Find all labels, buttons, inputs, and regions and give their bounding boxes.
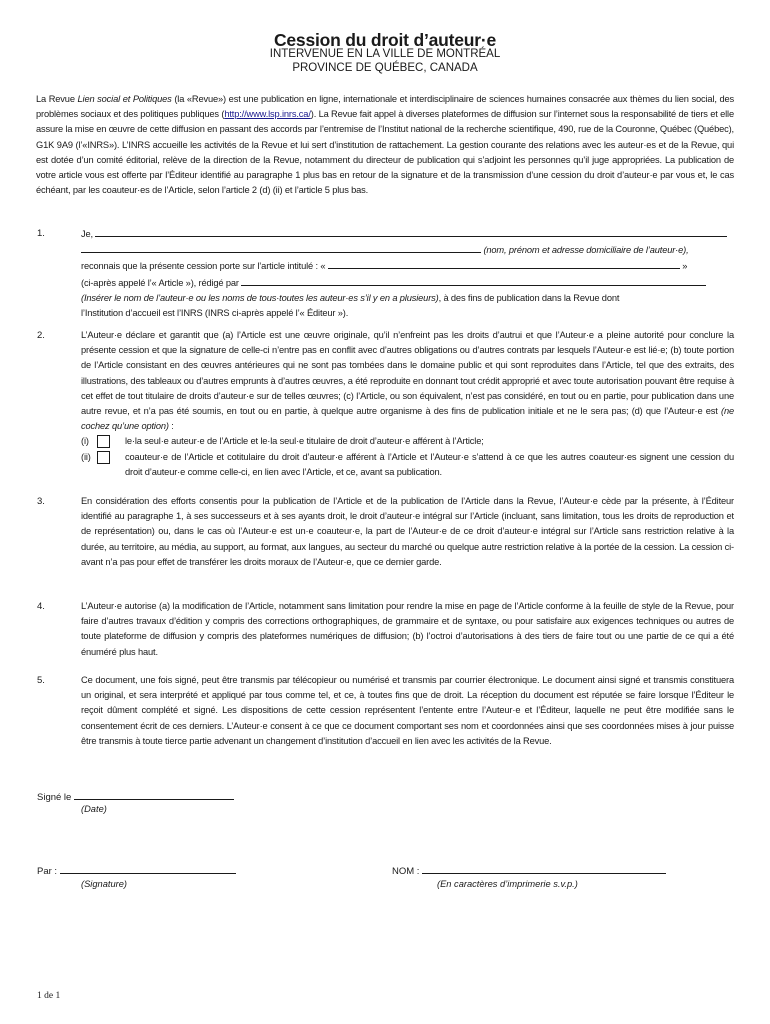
option-ii-label: (ii) [81,451,91,462]
section-5-number: 5. [37,675,45,686]
option-i-checkbox[interactable] [97,435,110,448]
written-by-label: (ci-après appelé l’« Article »), rédigé par [81,277,239,288]
section-4-number: 4. [37,601,45,612]
signed-on-row [37,790,234,803]
section-3: En considération des efforts consentis pour la publication de l’Article et de la publication de l’Article dans la Revue, l’Auteur·e cède par la présente, à l’Éditeur identifié au paragraphe 1, à ses successeurs et à ses ayants droit, le droit d’auteur·e intégral sur l’Article (incluant, sans limitation, tous les droits de reproduction et de représentation) ou, dans le cas où l’Auteur·e est un·e coauteur·e, la part de l’Auteur·e de ce droit d’auteur·e intégral sur l’Article sans restriction relative à la durée, au territoire, au média, au support, au format, aux langues, au secteur du marché ou quelque autre restriction relative à la portée de la cession. La cession ci-avant n’a pas pour effet de transférer les droits moraux de l’Auteur·e, que ce dernier garde. [81,496,734,567]
section-3-number: 3. [37,496,45,507]
option-ii [81,450,734,480]
section-4: L’Auteur·e autorise (a) la modification de l’Article, notamment sans limitation pour rendre la mise en page de l’Article conforme à la feuille de style de la Revue, pour faire d’autres travaux d’édition y compris des corrections orthographiques, de grammaire et de syntaxe, ou pour satisfaire aux exigences techniques ou autres de toute plateforme de diffusion y compris des plateformes numériques de diffusion; (b) l’octroi d’autorisations à des tiers de faire tout ou une partie de ce qui a été énuméré plus haut. [81,601,734,657]
par-label: Par : [37,866,58,877]
section-2-number: 2. [37,330,45,341]
option-ii-checkbox[interactable] [97,451,110,464]
journal-name: Lien social et Politiques [77,94,172,104]
section-1-rest: , à des fins de publication dans la Revue dont [438,292,620,303]
location-line-province: PROVINCE DE QUÉBEC, CANADA [292,62,478,74]
nom-label: NOM : [392,866,420,877]
author-name-field[interactable] [95,226,727,237]
date-caption: (Date) [81,804,107,814]
journal-link[interactable]: http://www.lsp.inrs.ca/ [224,109,311,120]
section-1 [81,226,734,321]
par-row [37,864,236,877]
option-ii-text: coauteur·e de l’Article et cotitulaire du droit d’auteur·e afférent à l’Article et l’Auteur·e s’attend à ce que les autres coauteur·es signent une cession du droit d’auteur·e comme celle-ci, en lien avec l’Article, et ce, avant sa publication. [125,451,734,477]
location-line-city: INTERVENUE EN LA VILLE DE MONTRÉAL [269,48,501,60]
option-hint: (ne cochez qu’une option) [81,406,734,432]
document-title: Cession du droit d’auteur·e [273,30,497,50]
section-1-end: l’Institution d’accueil est l’INRS (INRS ci-après appelé l’« Éditeur »). [81,308,349,319]
nom-row [392,864,666,877]
authors-field[interactable] [241,275,706,286]
closing-quote: » [682,261,688,272]
je-label: Je, [81,229,96,239]
article-title-field[interactable] [328,258,680,269]
author-address-field[interactable] [81,242,481,253]
intro-text-mid: (la «Revue») est une publication en ligne, internationale et interdisciplinaire de sciences humaines consacrée aux thèmes du lien social, des problèmes sociaux et des politiques publiques ( [36,94,734,120]
intro-text-start: La Revue [36,94,78,104]
intro-paragraph [36,92,734,198]
authors-hint: (Insérer le nom de l’auteur·e ou les noms de tous·toutes les auteur·es s’il y en a plusieurs) [81,292,439,303]
signed-on-label: Signé le [37,792,72,803]
intro-text-end: ). La Revue fait appel à diverses plateformes de diffusion sur l’internet sous la responsabilité de tiers et elle assure la mise en œuvre de cette diffusion en passant des accords par l’entremise de l’Institut national de la recherche scientifique, 490, rue de la Couronne, Québec (Québec), G1K 9A9 (l’«INRS»). L’INRS accueille les activités de la Revue et lui sert d’institution de rattachement. La gestion courante des relations avec les auteur·es et de la Revue, qui est dotée d’un comité éditorial, relève de la direction de la Revue, notamment du directeur de publication qui s’adjoint les personnes qu’il juge appropriées. La publication de votre article vous est offerte par l’Éditeur identifié au paragraphe 1 plus bas en retour de la signature et de la transmission d’une cession du droit d’auteur·e par vous et, le cas échéant, par les coauteur·es de l’Article, selon l’article 2 (d) (ii) et l’article 5 plus bas. [36,109,734,196]
name-hint: (nom, prénom et adresse domiciliaire de l’auteur·e), [483,245,689,256]
section-2 [81,328,734,480]
date-field[interactable] [74,790,234,800]
printed-name-field[interactable] [422,864,666,874]
option-i-label: (i) [81,436,89,447]
article-title-label: reconnais que la présente cession porte sur l’article intitulé : « [81,261,326,272]
option-i-text: le·la seul·e auteur·e de l’Article et le·la seul·e titulaire de droit d’auteur·e afférent à l’Article; [125,436,484,447]
section-2-text: L’Auteur·e déclare et garantit que (a) l’Article est une œuvre originale, qu’il n’enfreint pas les droits d’autrui et que l’Auteur·e a pleine autorité pour conclure la présente cession et que la signature de celle-ci n’entre pas en conflit avec d’autres obligations ou d’autres contrats par lesquels l’Auteur·e est lié·e; (b) toute portion de l’Article consistant en des œuvres antérieures qui ne sont pas tombées dans le domaine public et qui sont reproduites dans l’Article, tel que des extraits, des illustrations, des tableaux ou d’autres emprunts à d’autres œuvres, a été reproduite en donnant tout crédit approprié et avec toute autorisation pouvant être requise à cet effet de tout titulaire de droits d’auteur·e sur de telles œuvres; (c) l’Article, ou son équivalent, n’est pas considéré, en tout ou en partie, pour publication dans une autre revue, et n’a pas été soumis, en tout ou en partie, à quelque autre organisme à des fins de publication initiale et ne le sera pas; (d) que l’Auteur·e est [81,330,734,417]
signature-caption: (Signature) [81,879,127,889]
option-hint-colon: : [168,421,174,432]
section-1-number: 1. [37,228,45,239]
page-number: 1 de 1 [37,991,61,1001]
signature-field[interactable] [60,864,236,874]
option-i [81,434,734,449]
section-5: Ce document, une fois signé, peut être transmis par télécopieur ou numérisé et transmis par courrier électronique. Le document ainsi signé et transmis constituera un original, et sera interprété et appliqué par tous comme tel, et ce, à toutes fins que de droit. La réception du document est réputée se faire lorsque l’Éditeur le reçoit dûment complété et signé. Les dispositions de cette cession représentent l’entente entre l’Auteur·e et l’Éditeur, laquelle ne peut être modifiée sans le consentement écrit de ces derniers. L’Auteur·e consent à ce que ce document comportant ses nom et coordonnées ainsi que ses coordonnées mises à jour puisse être transmis à toute tierce partie advenant un changement d’institution d’accueil en lien avec les activités de la Revue. [81,675,734,746]
printed-name-caption: (En caractères d’imprimerie s.v.p.) [437,879,578,889]
